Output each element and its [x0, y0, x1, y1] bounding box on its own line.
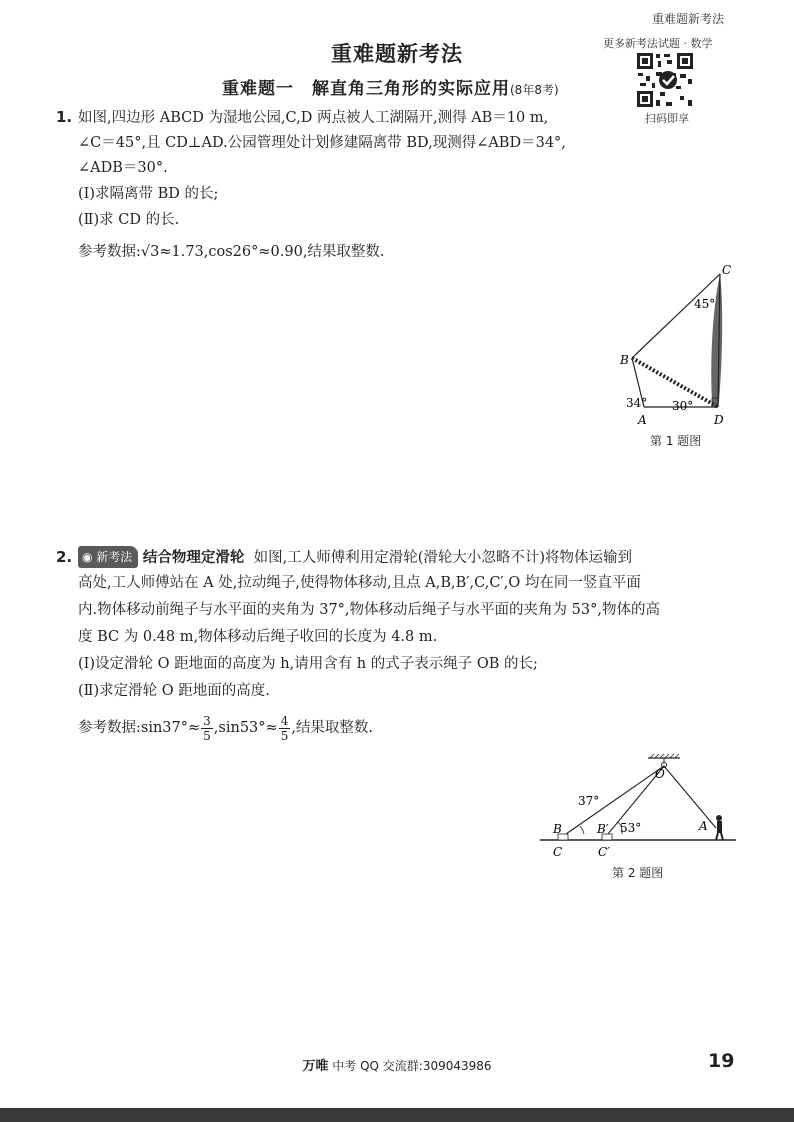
q2-line-2: 高处,工人师傅站在 A 处,拉动绳子,使得物体移动,且点 A,B,B′,C,C′,O 均在同一竖直平面	[78, 575, 641, 591]
label-b: B	[553, 822, 562, 836]
page-title: 重难题新考法	[331, 42, 463, 66]
label-c: C	[722, 263, 732, 277]
subtitle-main: 重难题一	[222, 79, 294, 99]
label-b-prime: B′	[597, 822, 609, 836]
worker-icon	[716, 815, 723, 840]
fraction-3-5: $\frac{3}{5}$	[203, 713, 211, 743]
label-angle-adb: 30°	[672, 399, 694, 413]
q1-line-3: ∠ADB＝30°.	[78, 160, 168, 176]
footer	[0, 1055, 794, 1074]
running-header: 重难题新考法	[651, 12, 724, 26]
label-b: B	[620, 353, 629, 367]
label-c: C	[553, 845, 563, 859]
label-c-prime: C′	[598, 845, 610, 859]
footer-text: 中考 QQ 交流群:309043986	[332, 1059, 492, 1073]
q2-line-1-text: 如图,工人师傅利用定滑轮(滑轮大小忽略不计)将物体运输到	[253, 550, 633, 566]
section-subtitle	[222, 74, 559, 99]
q2-figure	[540, 752, 740, 860]
q1-figure-caption: 第 1 题图	[650, 434, 702, 448]
q2-reference-data: 参考数据:sin37°≈ $\frac{3}{5}$ ,sin53°≈ $\frac{4}{5}$ ,结果取整数.	[78, 713, 374, 743]
q2-number: 2.	[56, 548, 73, 566]
qr-caption: 更多新考法试题 · 数学	[603, 37, 713, 50]
q2-line-3: 内.物体移动前绳子与水平面的夹角为 37°,物体移动后绳子与水平面的夹角为 53°,物体的高	[78, 602, 660, 618]
new-method-badge: ◉ 新考法	[78, 546, 138, 568]
label-angle-c: 45°	[694, 297, 716, 311]
label-d: D	[714, 413, 724, 427]
label-37deg: 37°	[578, 794, 600, 808]
q1-number: 1.	[56, 108, 73, 126]
fraction-4-5: $\frac{4}{5}$	[280, 713, 289, 743]
q2-part-2: (Ⅱ)求定滑轮 O 距地面的高度.	[78, 683, 270, 699]
q1-line-2: ∠C＝45°,且 CD⊥AD.公园管理处计划修建隔离带 BD,现测得∠ABD＝34°,	[78, 135, 566, 151]
q2-line-4: 度 BC 为 0.48 m,物体移动后绳子收回的长度为 4.8 m.	[78, 629, 438, 645]
rope-oa	[664, 766, 716, 828]
label-o: O	[655, 767, 665, 781]
q1-part-2: (Ⅱ)求 CD 的长.	[78, 212, 180, 228]
lake-shape	[711, 274, 722, 408]
label-a: A	[638, 413, 647, 427]
subtitle-note: (8年8考)	[510, 83, 559, 97]
label-angle-abd: 34°	[626, 396, 648, 410]
q1-figure	[612, 262, 742, 432]
label-53deg: 53°	[620, 821, 642, 835]
q2-line-1	[78, 546, 632, 568]
qr-scan-label: 扫码即享	[645, 112, 689, 125]
segment-bc	[632, 274, 720, 358]
page-number: 19	[708, 1050, 735, 1072]
q2-figure-caption: 第 2 题图	[612, 866, 664, 880]
q2-part-1: (Ⅰ)设定滑轮 O 距地面的高度为 h,请用含有 h 的式子表示绳子 OB 的长;	[78, 656, 538, 672]
q1-reference-data: 参考数据:√3≈1.73,cos26°≈0.90,结果取整数.	[78, 244, 385, 260]
label-a: A	[699, 819, 708, 833]
q1-part-1: (Ⅰ)求隔离带 BD 的长;	[78, 186, 219, 202]
q1-line-1: 如图,四边形 ABCD 为湿地公园,C,D 两点被人工湖隔开,测得 AB＝10 m,	[78, 110, 549, 126]
brand-logo: 万唯	[302, 1059, 329, 1074]
bottom-bar	[0, 1108, 794, 1122]
subtitle-topic: 解直角三角形的实际应用	[312, 79, 510, 99]
q2-tag: 结合物理定滑轮	[142, 550, 245, 566]
